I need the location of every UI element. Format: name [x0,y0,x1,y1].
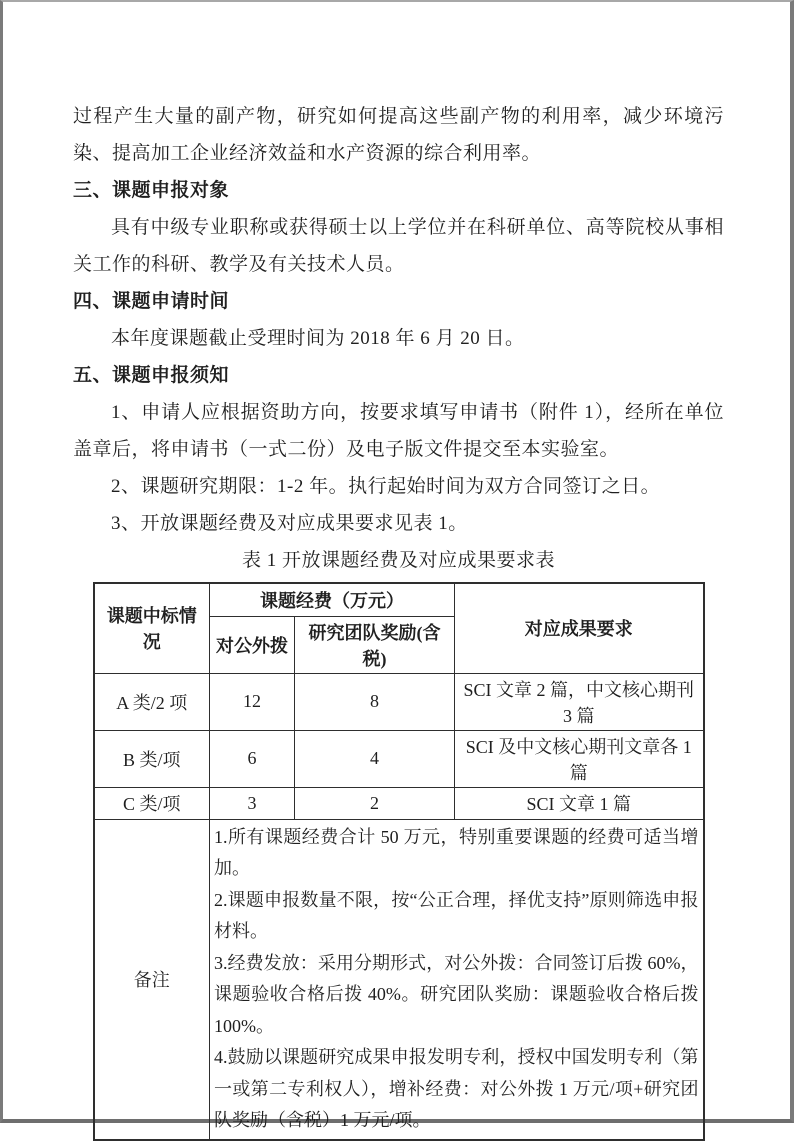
header-cell-category: 课题中标情况 [94,583,210,673]
heading-section-5: 五、课题申报须知 [73,365,230,386]
intro-paragraph: 过程产生大量的副产物，研究如何提高这些副产物的利用率，减少环境污染、提高加工企业经济效益和水产资源的综合利用率。 [73,106,724,164]
cell-reward: 8 [295,673,455,730]
header-cell-public-transfer: 对公外拨 [210,616,295,673]
cell-requirement: SCI 文章 2 篇，中文核心期刊 3 篇 [455,673,704,730]
page-content [3,2,790,1141]
paragraph: 具有中级专业职称或获得硕士以上学位并在科研单位、高等院校从事相关工作的科研、教学及有关技术人员。 [73,217,724,275]
remark-note: 1.所有课题经费合计 50 万元，特别重要课题的经费可适当增加。 [214,826,699,878]
funding-table [93,582,705,1141]
remark-note: 2.课题申报数量不限，按“公正合理，择优支持”原则筛选申报材料。 [214,889,699,941]
cell-public: 3 [210,787,295,819]
remark-note: 4.鼓励以课题研究成果申报发明专利，授权中国发明专利（第一或第二专利权人），增补经费：对公外拨 1 万元/项+研究团队奖励（含税）1 万元/项。 [214,1047,699,1130]
heading-section-3: 三、课题申报对象 [73,180,230,201]
cell-category: A 类/2 项 [94,673,210,730]
paragraph: 1、申请人应根据资助方向，按要求填写申请书（附件 1），经所在单位盖章后，将申请书（一式二份）及电子版文件提交至本实验室。 [73,402,724,460]
cell-requirement: SCI 文章 1 篇 [455,787,704,819]
paragraph: 3、开放课题经费及对应成果要求见表 1。 [111,513,468,534]
header-cell-team-reward: 研究团队奖励(含税) [295,616,455,673]
paragraph: 2、课题研究期限：1-2 年。执行起始时间为双方合同签订之日。 [111,476,661,497]
table-header-row-1 [94,583,704,616]
cell-public: 12 [210,673,295,730]
remark-note: 3.经费发放：采用分期形式，对公外拨：合同签订后拨 60%，课题验收合格后拨 40%。研究团队奖励：课题验收合格后拨 100%。 [214,952,699,1036]
cell-public: 6 [210,730,295,787]
cell-reward: 2 [295,787,455,819]
table-row [94,787,704,819]
cell-reward: 4 [295,730,455,787]
header-cell-funds-group: 课题经费（万元） [210,583,455,616]
heading-section-4: 四、课题申请时间 [73,291,230,312]
table-remark-row [94,819,704,1140]
paragraph: 本年度课题截止受理时间为 2018 年 6 月 20 日。 [111,328,525,349]
table-caption: 表 1 开放课题经费及对应成果要求表 [241,550,555,571]
header-cell-requirement: 对应成果要求 [455,583,704,673]
cell-category: C 类/项 [94,787,210,819]
remark-label: 备注 [94,819,210,1140]
table-row [94,673,704,730]
cell-category: B 类/项 [94,730,210,787]
table-row [94,730,704,787]
remark-notes [210,819,704,1140]
cell-requirement: SCI 及中文核心期刊文章各 1 篇 [455,730,704,787]
